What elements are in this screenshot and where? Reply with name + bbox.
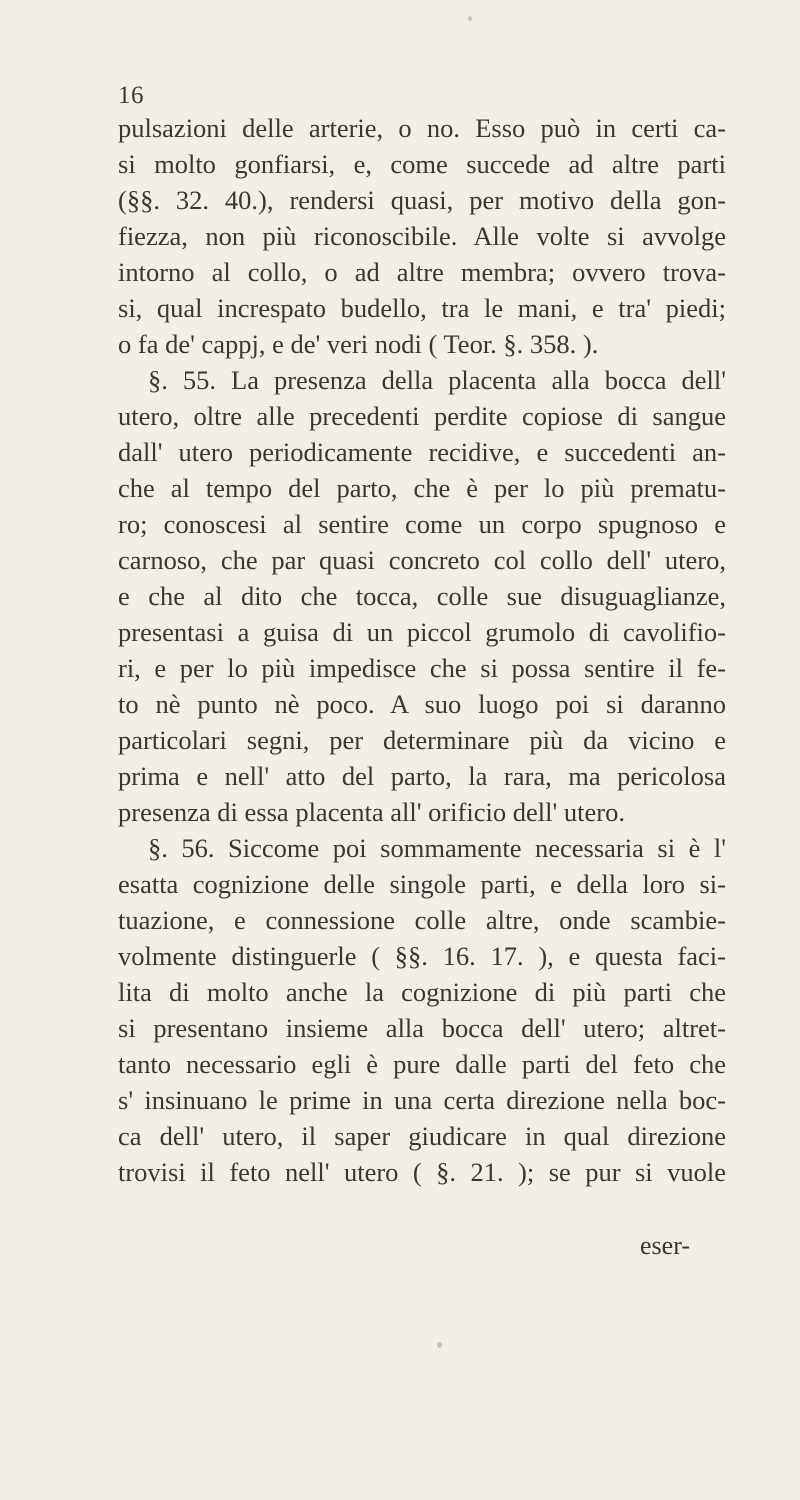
- text-line: utero, oltre alle precedenti perdite copiose di sangue: [118, 401, 726, 431]
- page-number: 16: [118, 82, 144, 109]
- text-line: che al tempo del parto, che è per lo più prematu-: [118, 473, 726, 503]
- text-line: particolari segni, per determinare più da vicino e: [118, 725, 726, 755]
- text-line: intorno al collo, o ad altre membra; ovvero trova-: [118, 257, 726, 287]
- text-line: prima e nell' atto del parto, la rara, ma pericolosa: [118, 761, 726, 791]
- text-line: e che al dito che tocca, colle sue disuguaglianze,: [118, 581, 726, 611]
- text-line: tuazione, e connessione colle altre, onde scambie-: [118, 905, 726, 935]
- text-line: pulsazioni delle arterie, o no. Esso può in certi ca-: [118, 113, 726, 143]
- paragraph-start-section-56: §. 56. Siccome poi sommamente necessaria si è l': [148, 833, 726, 863]
- text-line: si presentano insieme alla bocca dell' utero; altret-: [118, 1013, 726, 1043]
- text-line: dall' utero periodicamente recidive, e succedenti an-: [118, 437, 726, 467]
- text-line: lita di molto anche la cognizione di più parti che: [118, 977, 726, 1007]
- text-line: esatta cognizione delle singole parti, e della loro si-: [118, 869, 726, 899]
- paragraph-start-section-55: §. 55. La presenza della placenta alla bocca dell': [148, 365, 726, 395]
- text-line: presenza di essa placenta all' orificio dell' utero.: [118, 797, 625, 827]
- text-line: carnoso, che par quasi concreto col collo dell' utero,: [118, 545, 726, 575]
- text-line: s' insinuano le prime in una certa direzione nella boc-: [118, 1085, 726, 1115]
- text-line: si, qual increspato budello, tra le mani, e tra' piedi;: [118, 293, 726, 323]
- text-line: tanto necessario egli è pure dalle parti del feto che: [118, 1049, 726, 1079]
- text-line: ro; conoscesi al sentire come un corpo spugnoso e: [118, 509, 726, 539]
- ink-speck: [468, 16, 472, 21]
- text-line: trovisi il feto nell' utero ( §. 21. ); se pur si vuole: [118, 1157, 726, 1187]
- text-line: volmente distinguerle ( §§. 16. 17. ), e questa faci-: [118, 941, 726, 971]
- text-line: presentasi a guisa di un piccol grumolo di cavolifio-: [118, 617, 726, 647]
- text-line: si molto gonfiarsi, e, come succede ad altre parti: [118, 149, 726, 179]
- text-line: o fa de' cappj, e de' veri nodi ( Teor. §. 358. ).: [118, 329, 599, 359]
- text-line: ri, e per lo più impedisce che si possa sentire il fe-: [118, 653, 726, 683]
- text-line: ca dell' utero, il saper giudicare in qual direzione: [118, 1121, 726, 1151]
- text-line: fiezza, non più riconoscibile. Alle volte si avvolge: [118, 221, 726, 251]
- catchword: eser-: [640, 1231, 690, 1260]
- ink-speck: [437, 1342, 442, 1348]
- text-line: (§§. 32. 40.), rendersi quasi, per motivo della gon-: [118, 185, 726, 215]
- text-line: to nè punto nè poco. A suo luogo poi si daranno: [118, 689, 726, 719]
